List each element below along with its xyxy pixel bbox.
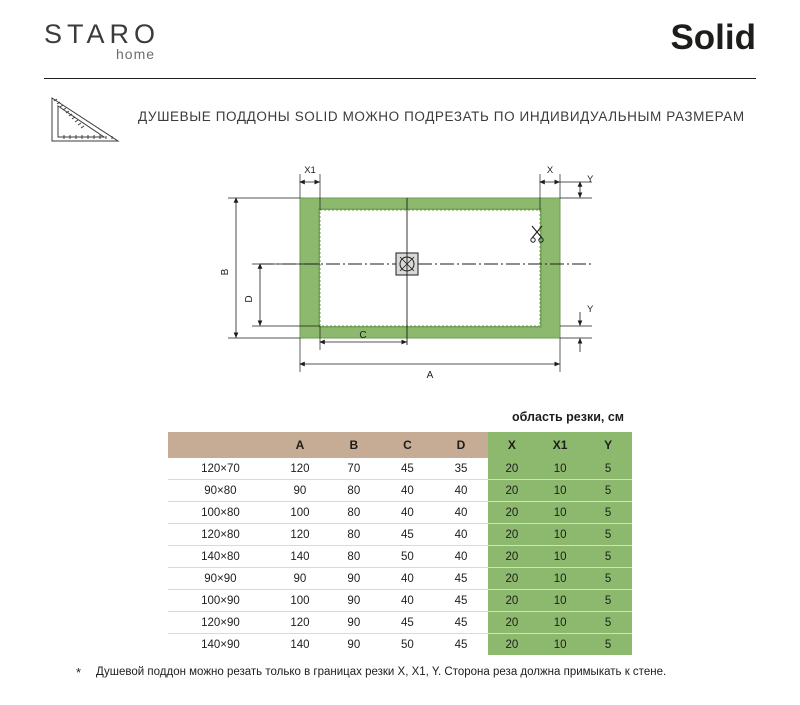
cell-c: 50: [401, 638, 414, 651]
cell-y: 5: [584, 568, 632, 590]
table-row: [168, 458, 632, 480]
header-x1: X1: [536, 432, 584, 458]
svg-text:Y: Y: [587, 304, 594, 315]
cell-a: 100: [273, 590, 327, 612]
cell-size: 140×90: [201, 638, 240, 651]
cell-y: 5: [584, 458, 632, 480]
cell-x1: 10: [536, 546, 584, 568]
footnote-text: Душевой поддон можно резать только в границах резки X, X1, Y. Сторона реза должна примыкать к стене.: [96, 666, 667, 678]
cell-y: 5: [584, 612, 632, 634]
cell-d: 35: [434, 458, 488, 480]
cell-d: 45: [454, 638, 468, 651]
header-d: D: [434, 432, 488, 458]
cell-y: 5: [584, 524, 632, 546]
cell-x: 20: [488, 590, 536, 612]
cell-x1: 10: [536, 502, 584, 524]
footnote-marker: *: [76, 665, 82, 680]
cell-a: 90: [273, 480, 327, 502]
cell-x: 20: [488, 480, 536, 502]
cell-d: 40: [434, 524, 488, 546]
cell-x: 20: [488, 546, 536, 568]
cell-size: 100×90: [168, 590, 273, 612]
cell-x: 20: [488, 612, 536, 634]
cell-x: 20: [488, 568, 536, 590]
set-square-icon: [44, 92, 126, 148]
cell-size: 120×70: [168, 458, 273, 480]
cell-c: 50: [381, 546, 435, 568]
cell-a: 120: [273, 458, 327, 480]
table-row: [168, 524, 632, 546]
cell-size: 100×80: [168, 502, 273, 524]
cell-size: 140×80: [168, 546, 273, 568]
header-size: [168, 432, 273, 458]
cell-y: 5: [584, 502, 632, 524]
page-header: [44, 18, 756, 72]
cell-c: 45: [381, 612, 435, 634]
cell-x1: 10: [536, 480, 584, 502]
cell-b: 90: [347, 638, 361, 651]
cell-a: 140: [273, 546, 327, 568]
svg-text:X1: X1: [304, 165, 316, 176]
table-row: [168, 612, 632, 634]
table-row: [168, 502, 632, 524]
table-row: [168, 634, 632, 656]
subtitle-text: ДУШЕВЫЕ ПОДДОНЫ SOLID МОЖНО ПОДРЕЗАТЬ ПО ИНДИВИДУАЛЬНЫМ РАЗМЕРАМ: [138, 109, 745, 124]
svg-text:A: A: [426, 370, 434, 381]
cell-x: 20: [488, 634, 536, 656]
table-row: [168, 568, 632, 590]
svg-text:C: C: [359, 330, 367, 341]
cell-x1: 10: [536, 458, 584, 480]
subtitle-row: [44, 92, 756, 148]
cell-c: 45: [381, 524, 435, 546]
cell-y: 5: [584, 590, 632, 612]
cell-b: 90: [327, 612, 381, 634]
logo-wordmark: STARO: [44, 19, 161, 49]
cell-x1: 10: [536, 524, 584, 546]
cell-d: 40: [434, 502, 488, 524]
cell-d: 40: [434, 480, 488, 502]
svg-text:D: D: [244, 295, 255, 303]
cell-size: 120×90: [168, 612, 273, 634]
table-row: [168, 546, 632, 568]
cell-size: 90×90: [168, 568, 273, 590]
cell-y: 5: [584, 634, 632, 656]
header-c: C: [381, 432, 435, 458]
cell-y: 5: [584, 546, 632, 568]
cell-a: 100: [273, 502, 327, 524]
cell-a: 120: [273, 612, 327, 634]
cell-x: 20: [488, 524, 536, 546]
cell-size: 120×80: [168, 524, 273, 546]
cell-b: 70: [327, 458, 381, 480]
svg-text:Y: Y: [587, 174, 594, 185]
cut-area-label: область резки, см: [512, 410, 625, 424]
cell-x: 20: [488, 502, 536, 524]
cell-d: 40: [434, 546, 488, 568]
cell-a: 120: [273, 524, 327, 546]
cell-y: 5: [584, 480, 632, 502]
cell-a: 90: [273, 568, 327, 590]
cell-d: 45: [434, 568, 488, 590]
svg-text:X: X: [546, 165, 554, 176]
cell-b: 80: [327, 502, 381, 524]
cell-x1: 10: [536, 568, 584, 590]
header-b: B: [327, 432, 381, 458]
table-row: [168, 590, 632, 612]
specs-table: [168, 432, 632, 655]
table-row: [168, 480, 632, 502]
cell-x1: 10: [536, 590, 584, 612]
cell-x: 20: [488, 458, 536, 480]
cell-c: 40: [381, 480, 435, 502]
header-a: A: [273, 432, 327, 458]
page-title: Solid: [670, 18, 756, 57]
logo: [44, 20, 304, 62]
cell-x1: 10: [536, 612, 584, 634]
cell-d: 45: [434, 590, 488, 612]
header-y: Y: [584, 432, 632, 458]
cell-a: 140: [290, 638, 310, 651]
cell-b: 90: [327, 568, 381, 590]
table-body: [168, 458, 632, 655]
cell-b: 80: [327, 480, 381, 502]
cell-x1: 10: [536, 634, 584, 656]
svg-text:B: B: [220, 268, 231, 276]
cell-d: 45: [434, 612, 488, 634]
technical-drawing: [200, 160, 620, 390]
cell-c: 40: [381, 502, 435, 524]
cell-c: 45: [381, 458, 435, 480]
logo-subtext: home: [116, 46, 156, 62]
cell-b: 80: [327, 524, 381, 546]
cell-size: 90×80: [168, 480, 273, 502]
header-divider: [44, 78, 756, 79]
table-header-row: [168, 432, 632, 458]
header-x: X: [488, 432, 536, 458]
cell-c: 40: [381, 568, 435, 590]
cell-b: 90: [327, 590, 381, 612]
cell-b: 80: [327, 546, 381, 568]
cell-c: 40: [381, 590, 435, 612]
